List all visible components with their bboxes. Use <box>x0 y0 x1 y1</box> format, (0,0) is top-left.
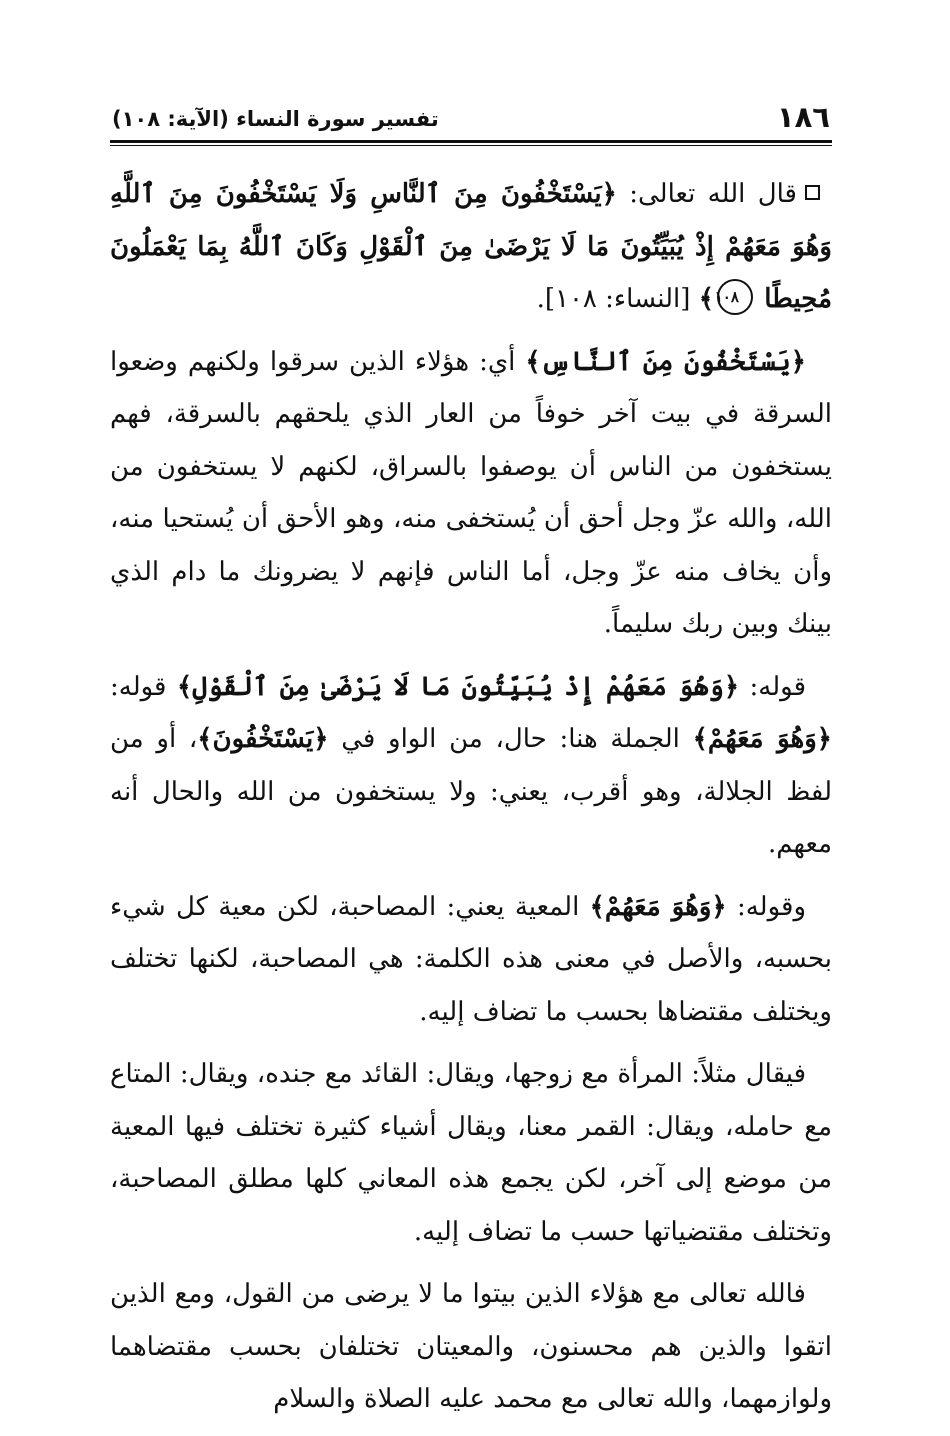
lead-text: وقوله: <box>736 891 807 922</box>
quote: ﴿وَهُوَ مَعَهُمْ﴾ <box>692 724 833 754</box>
header-rule-thick <box>110 140 832 143</box>
ayah-number-marker: ١٠٨ <box>717 279 753 315</box>
book-page <box>110 96 832 1436</box>
verse-reference: [النساء: ١٠٨]. <box>536 284 691 314</box>
commentary-paragraph-3 <box>110 881 832 1039</box>
page-body <box>110 168 832 1426</box>
paragraph-text: ، أو من لفظ الجلالة، وهو أقرب، يعني: ولا يستخفون من الله والحال أنه معهم. <box>110 724 832 859</box>
header-rule-thin <box>110 145 832 146</box>
paragraph-text: فالله تعالى مع هؤلاء الذين بيتوا ما لا يرضى من القول، ومع الذين اتقوا والذين هم محسنون، والمعيتان تختلفان بحسب مقتضاهما ولوازمهما، والله تعالى مع محمد عليه الصلاة والسلام <box>110 1279 832 1414</box>
paragraph-text: فيقال مثلاً: المرأة مع زوجها، ويقال: القائد مع جنده، ويقال: المتاع مع حامله، ويقال: القمر معنا، ويقال أشياء كثيرة تختلف فيها المعية من موضع إلى آخر، لكن يجمع هذه المعاني كلها مطلق المصاحبة، وتختلف مقتضياتها حسب ما تضاف إليه. <box>110 1059 832 1247</box>
paragraph-text: أي: هؤلاء الذين سرقوا ولكنهم وضعوا السرقة في بيت آخر خوفاً من العار الذي يلحقهم بالسرقة، فهم يستخفون من الناس أن يوصفوا بالسراق، لكنهم لا يستخفون من الله، والله عزّ وجل أحق أن يُستخفى منه، وهو الأحق أن يُستحيا منه، وأن يخاف منه عزّ وجل، أما الناس فإنهم لا يضرونك ما دام الذي بينك وبين ربك سليماً. <box>110 346 832 639</box>
page-number: ١٨٦ <box>776 100 830 134</box>
lead-text: قوله: <box>749 671 807 702</box>
paragraph-text: المعية يعني: المصاحبة، لكن معية كل شيء بحسبه، والأصل في معنى هذه الكلمة: هي المصاحبة، لكنها تختلف ويختلف مقتضاها بحسب ما تضاف إليه. <box>110 891 832 1027</box>
verse-intro: قال الله تعالى: <box>629 179 797 209</box>
verse-paragraph <box>110 168 832 326</box>
mid-text: قوله: <box>110 671 167 702</box>
page-header <box>110 96 832 132</box>
quote: ﴿وَهُوَ مَعَهُمْ إِذْ يُبَيِّتُونَ مَا لَا يَرْضَىٰ مِنَ ٱلْقَوْلِ﴾ <box>176 671 740 702</box>
quote: ﴿وَهُوَ مَعَهُمْ﴾ <box>589 891 727 922</box>
quote: ﴿يَسْتَخْفُونَ﴾ <box>197 724 329 754</box>
verse-text: ﴿يَسْتَخْفُونَ مِنَ ٱلنَّاسِ وَلَا يَسْتَخْفُونَ مِنَ ٱللَّهِ وَهُوَ مَعَهُمْ إِذْ يُبَيِّتُونَ مَا لَا يَرْضَىٰ مِنَ ٱلْقَوْلِ وَكَانَ ٱللَّهُ بِمَا يَعْمَلُونَ مُحِيطًا <box>110 179 832 314</box>
commentary-paragraph-5 <box>110 1268 832 1426</box>
commentary-paragraph-1 <box>110 336 832 651</box>
quote: ﴿يَسْتَخْفُونَ مِنَ ٱلنَّاسِ﴾ <box>525 346 806 377</box>
commentary-paragraph-4 <box>110 1048 832 1258</box>
mid-text: الجملة هنا: حال، من الواو في <box>341 724 680 754</box>
verse-close-bracket: ﴾ <box>698 284 714 314</box>
running-title: تفسير سورة النساء (الآية: ١٠٨) <box>112 106 439 131</box>
commentary-paragraph-2 <box>110 661 832 871</box>
checkbox-icon <box>805 185 820 200</box>
